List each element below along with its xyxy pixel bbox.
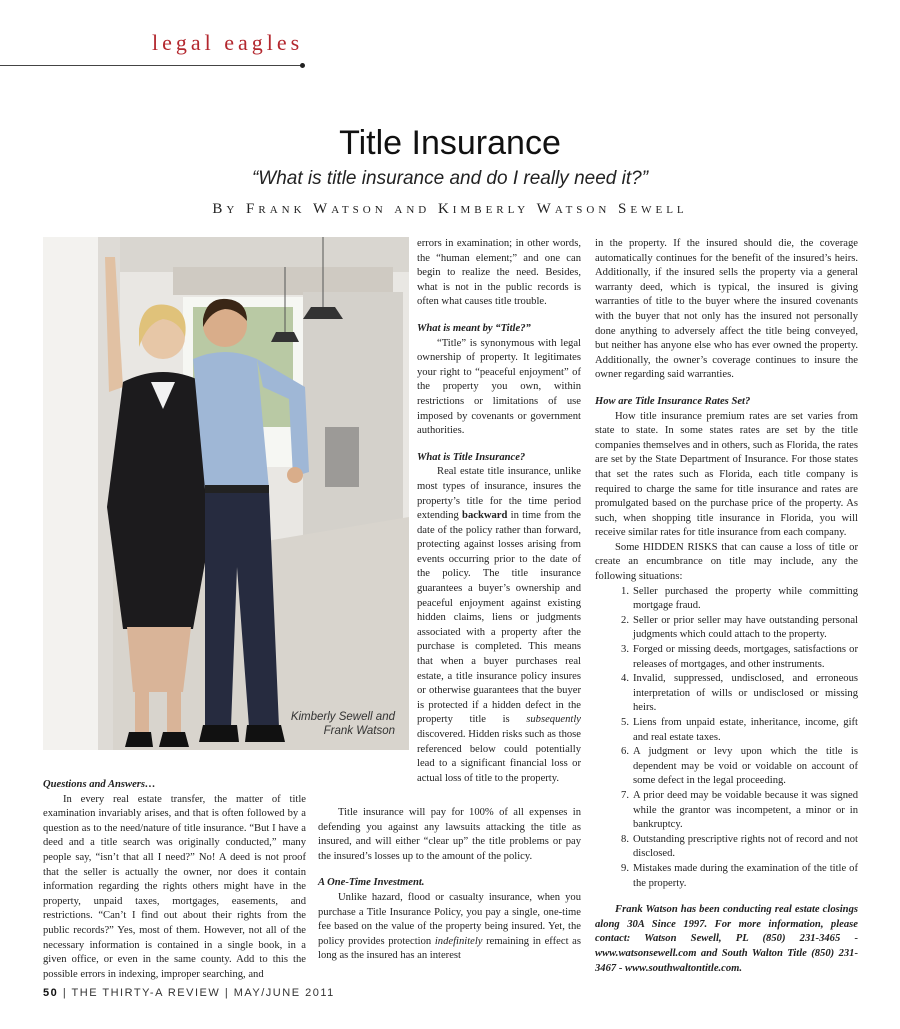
paragraph-continued: errors in examination; in other words, the “human element;” and one can begin to realize the need. Besides, what is not in the public records is often what causes title trouble. xyxy=(417,238,581,308)
heading-one-time-investment: A One-Time Investment. xyxy=(318,877,425,889)
paragraph-intro: In every real estate transfer, the matter of title examination invariably arises, and that is often followed by a question as to the need/nature of title insurance. “But I have a deed and a title search was originally conducted,” many people say, “isn’t that all I need?” No! A deed is not proof that the seller is actually the owner, nor does it contain information regarding the rights others might have in the property, unpaid taxes, mortgages, easements, and restrictions. “Can’t I find out about their rights from the public records?” Yes, most of them. However, not all of the necessary information is contained in a single book, in a given office, or even in the same county. Add to this the possible errors in indexing, improper searching, and xyxy=(43,793,306,980)
heading-what-is-title-insurance: What is Title Insurance? xyxy=(417,451,526,463)
list-item xyxy=(595,672,858,716)
heading-meaning-of-title: What is meant by “Title?” xyxy=(417,322,531,334)
footer-separator: | xyxy=(224,987,230,999)
text-italic: indefinitely xyxy=(434,935,483,947)
paragraph-one-time-investment xyxy=(318,891,581,964)
list-text: Liens from unpaid estate, inheritance, income, gift and real estate taxes. xyxy=(633,717,858,743)
paragraph-title-insurance xyxy=(417,465,581,786)
list-number: 9. xyxy=(621,862,629,874)
list-text: A judgment or levy upon which the title is dependent may be void or voidable on account of some defect in the legal proceeding. xyxy=(633,746,858,787)
paragraph-hidden-risks: Some HIDDEN RISKS that can cause a loss of title or create an encumbrance on title may include, any the following situations: xyxy=(595,541,858,583)
photo-caption xyxy=(291,710,395,738)
hidden-risks-list xyxy=(595,585,858,891)
list-number: 4. xyxy=(621,673,629,685)
list-text: Mistakes made during the examination of the title of the property. xyxy=(633,862,858,889)
text-span: in time from the date of the policy rather than forward, protecting against losses arising from events occurring prior to the date of the policy. The title insurance guarantees a buyer’s ownership and peaceful enjoyment against existing hidden claims, liens or judgments associated with a property after the purchase is completed. This means that when a buyer purchases real estate, a title insurance policy insures or otherwise guarantees that the buyer is protected if a hidden defect in the property title is xyxy=(417,510,581,726)
paragraph-rates: How title insurance premium rates are set varies from state to state. In some states rates are set by the title companies themselves and in others, such as Florida, the rates are set by the State Department of Insurance. For those states that set the rates such as Florida, each title company is required to charge the same for title insurance and rates are promulgated based on the purchase price of the property. As such, when shopping title insurance in Florida, you will receive similar rates for title insurance from each company. xyxy=(595,410,858,539)
text-span: Unlike hazard, flood or casualty insurance, when you purchase a Title Insurance Policy, you pay a single, one-time fee based on the value of the property being insured. Yet, the policy provides protection xyxy=(318,891,581,947)
list-number: 1. xyxy=(621,585,629,597)
list-number: 2. xyxy=(621,614,629,626)
list-item xyxy=(595,643,858,672)
list-item xyxy=(595,745,858,789)
list-text: Seller or prior seller may have outstanding personal judgments which could attach to the property. xyxy=(633,614,858,641)
list-text: Seller purchased the property while committing mortgage fraud. xyxy=(633,585,858,612)
list-text: A prior deed may be voidable because it was signed while the grantor was incompetent, a minor or in bankruptcy. xyxy=(633,789,858,831)
list-text: Forged or missing deeds, mortgages, satisfactions or releases of mortgages, and other instruments. xyxy=(633,644,858,670)
article-column-2-upper xyxy=(417,237,581,786)
heading-rates: How are Title Insurance Rates Set? xyxy=(595,395,751,407)
photo-caption-line1: Kimberly Sewell and xyxy=(290,711,395,723)
list-item xyxy=(595,614,858,643)
article-column-3 xyxy=(595,237,858,976)
list-number: 5. xyxy=(621,717,629,728)
paragraph-title-insurance-pays: Title insurance will pay for 100% of all expenses in defending you against any lawsuits attacking the title as insured, and will either “clear up” the title problems or pay the insured’s losses up to the amount of the policy. xyxy=(318,807,581,862)
author-contact-info: Frank Watson has been conducting real estate closings along 30A Since 1997. For more information, please contact: Watson Sewell, PL (850) 231-3465 - www.watsonsewell.com and South Walton Title (850) 231-3467 - www.southwaltontitle.com. xyxy=(595,904,858,974)
photo-caption-line2: Frank Watson xyxy=(323,725,395,737)
article-column-1 xyxy=(43,778,306,982)
text-span: remaining in effect as long as the insured has an interest xyxy=(318,935,581,962)
author-photo-illustration xyxy=(43,237,409,750)
list-number: 7. xyxy=(621,789,629,801)
header-rule xyxy=(0,65,302,66)
list-number: 6. xyxy=(621,746,629,758)
article-title: Title Insurance xyxy=(339,124,561,162)
list-item xyxy=(595,862,858,891)
heading-questions-answers: Questions and Answers… xyxy=(43,779,156,790)
list-number: 3. xyxy=(621,644,629,656)
author-photo xyxy=(43,237,409,750)
text-italic: subsequently xyxy=(526,714,581,726)
header-rule-dot xyxy=(300,63,305,68)
issue-date: MAY/JUNE 2011 xyxy=(233,987,335,999)
page-number: 50 xyxy=(43,987,59,999)
list-item xyxy=(595,789,858,833)
list-item xyxy=(595,585,858,614)
list-item xyxy=(595,833,858,862)
page-footer xyxy=(43,987,335,999)
article-column-2-lower xyxy=(318,806,581,964)
text-span: Real estate title insurance, unlike most types of insurance, insures the property’s title for the time period extending xyxy=(417,466,581,522)
text-span: discovered. Hidden risks such as those referenced below could potentially lead to a significant financial loss or actual loss of title to the property. xyxy=(417,729,581,784)
section-label: legal eagles xyxy=(152,30,304,55)
article-byline: By Frank Watson and Kimberly Watson Sewell xyxy=(212,201,688,217)
article-subtitle: “What is title insurance and do I really need it?” xyxy=(251,168,649,189)
list-number: 8. xyxy=(621,833,629,845)
list-item xyxy=(595,716,858,745)
publication-name: THE THIRTY-A REVIEW xyxy=(71,987,221,999)
text-bold: backward xyxy=(462,510,508,522)
list-text: Invalid, suppressed, undisclosed, and erroneous interpretation of wills or undisclosed or missing heirs. xyxy=(633,673,858,714)
list-text: Outstanding prescriptive rights not of record and not disclosed. xyxy=(633,833,858,860)
footer-separator: | xyxy=(62,987,68,999)
paragraph-title-definition: “Title” is synonymous with legal ownership of property. It legitimates your right to “peaceful enjoyment” of the property you own, within restrictions or limitations of use imposed by covenants or government authorities. xyxy=(417,337,581,437)
paragraph-coverage-continues: in the property. If the insured should die, the coverage automatically continues for the benefit of the insured’s heirs. Additionally, if the insured sells the property via a general warranty deed, which is typical, the insured is giving warranties of title to the buyer where the insured covenants with the buyer that not only has the insured not personally done anything to adversely affect the title being conveyed, but neither has anyone else who has ever owned the property. Additionally, the owner’s coverage continues to insure the owner regarding said warranties. xyxy=(595,238,858,381)
